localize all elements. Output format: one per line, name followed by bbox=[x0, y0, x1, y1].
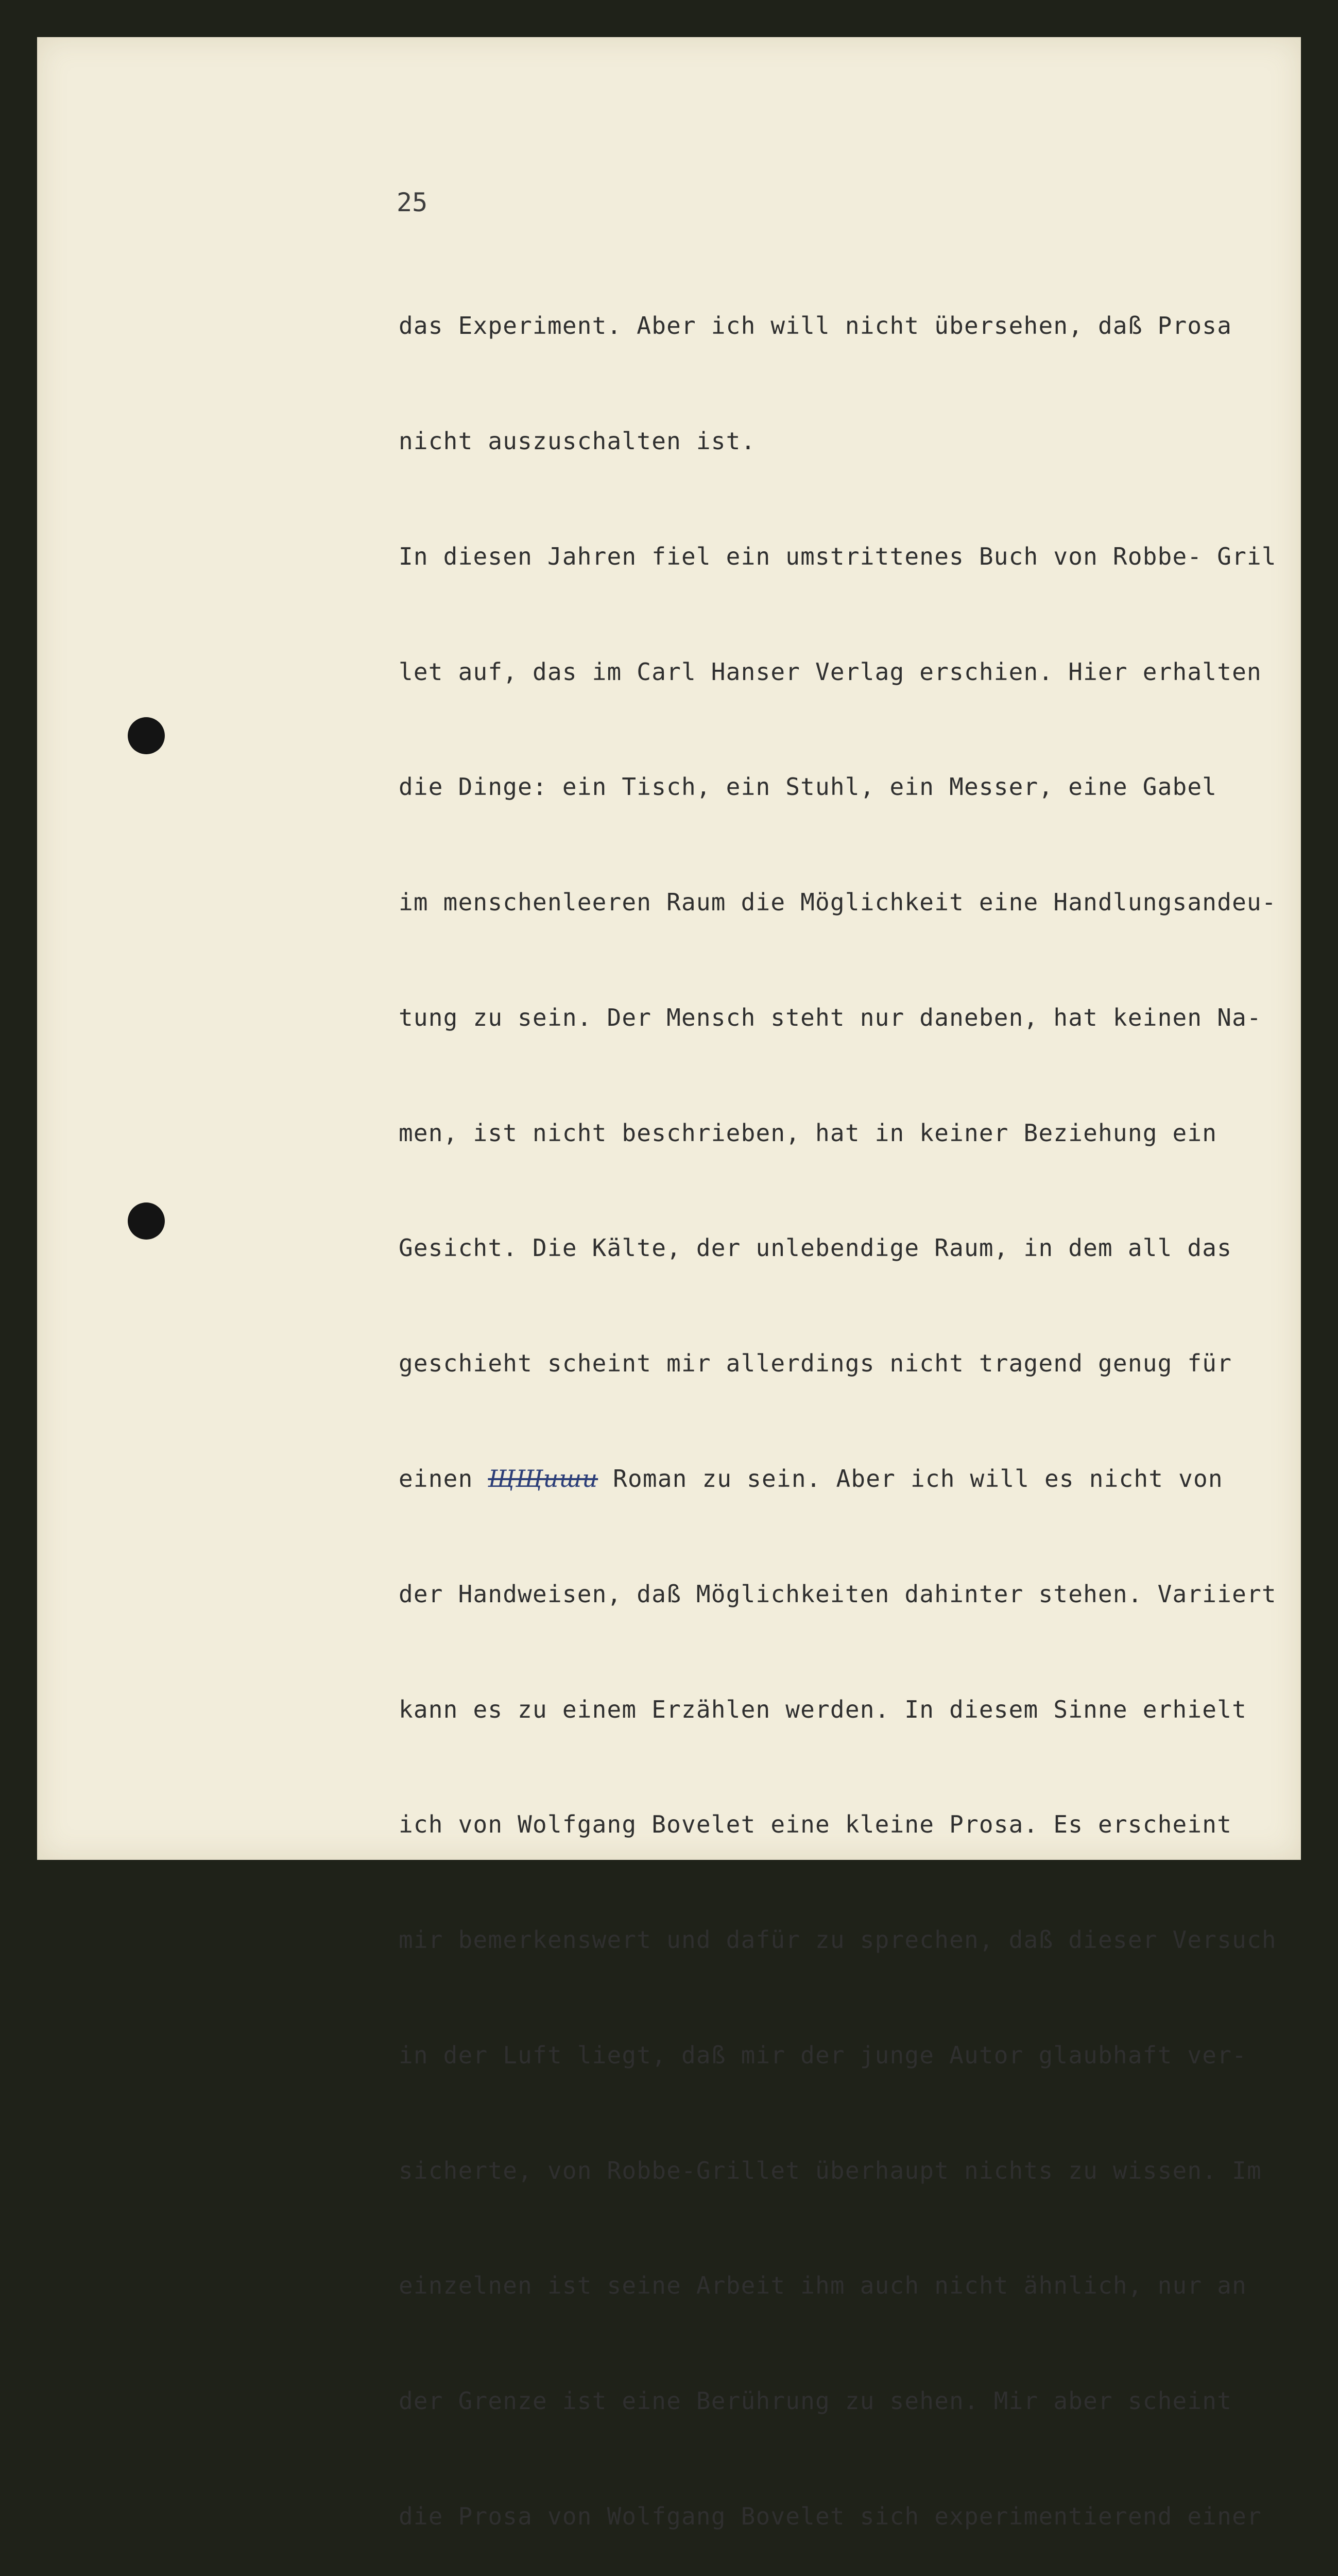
typewritten-text bbox=[399, 230, 1336, 2576]
text-line: mir bemerkenswert und dafür zu sprechen, daß dieser Versuch bbox=[399, 1926, 1277, 1954]
text-line: ich von Wolfgang Bovelet eine kleine Prosa. Es erscheint bbox=[399, 1810, 1232, 1839]
text-line: im menschenleeren Raum die Möglichkeit eine Handlungsandeu- bbox=[399, 888, 1277, 917]
text-line: kann es zu einem Erzählen werden. In diesem Sinne erhielt bbox=[399, 1695, 1247, 1723]
text-line: geschieht scheint mir allerdings nicht tragend genug für bbox=[399, 1349, 1232, 1378]
punch-hole-top bbox=[128, 717, 165, 754]
text-line-with-handwritten-strikeout bbox=[399, 1460, 1336, 1498]
text-line: einzelnen ist seine Arbeit ihm auch nicht ähnlich, nur an bbox=[399, 2272, 1247, 2300]
paper-sheet bbox=[37, 37, 1301, 2531]
text-line: die Dinge: ein Tisch, ein Stuhl, ein Messer, eine Gabel bbox=[399, 773, 1217, 801]
text-line: das Experiment. Aber ich will nicht übersehen, daß Prosa bbox=[399, 312, 1232, 340]
handwritten-strikeout: ЩЩиши bbox=[488, 1465, 598, 1493]
line-segment-after: Roman zu sein. Aber ich will es nicht von bbox=[598, 1465, 1223, 1493]
text-line: men, ist nicht beschrieben, hat in keiner Beziehung ein bbox=[399, 1118, 1217, 1147]
text-line: let auf, das im Carl Hanser Verlag erschien. Hier erhalten bbox=[399, 657, 1262, 686]
text-line: tung zu sein. Der Mensch steht nur daneben, hat keinen Na- bbox=[399, 1003, 1262, 1031]
punch-hole-bottom bbox=[128, 1202, 165, 1240]
text-line: Gesicht. Die Kälte, der unlebendige Raum, in dem all das bbox=[399, 1234, 1232, 1262]
text-line: in der Luft liegt, daß mir der junge Autor glaubhaft ver- bbox=[399, 2041, 1247, 2069]
page-number: 25 bbox=[397, 188, 428, 217]
text-line: die Prosa von Wolfgang Bovelet sich experimentierend einer bbox=[399, 2502, 1262, 2531]
text-line: der Handweisen, daß Möglichkeiten dahinter stehen. Variiert bbox=[399, 1580, 1277, 1608]
line-segment-before: einen bbox=[399, 1465, 488, 1493]
text-line: der Grenze ist eine Berührung zu sehen. Mir aber scheint bbox=[399, 2387, 1232, 2415]
text-line: sicherte, von Robbe-Grillet überhaupt nichts zu wissen. Im bbox=[399, 2156, 1262, 2184]
text-line: In diesen Jahren fiel ein umstrittenes Buch von Robbe- Gril bbox=[399, 542, 1277, 570]
text-line: nicht auszuschalten ist. bbox=[399, 427, 756, 455]
